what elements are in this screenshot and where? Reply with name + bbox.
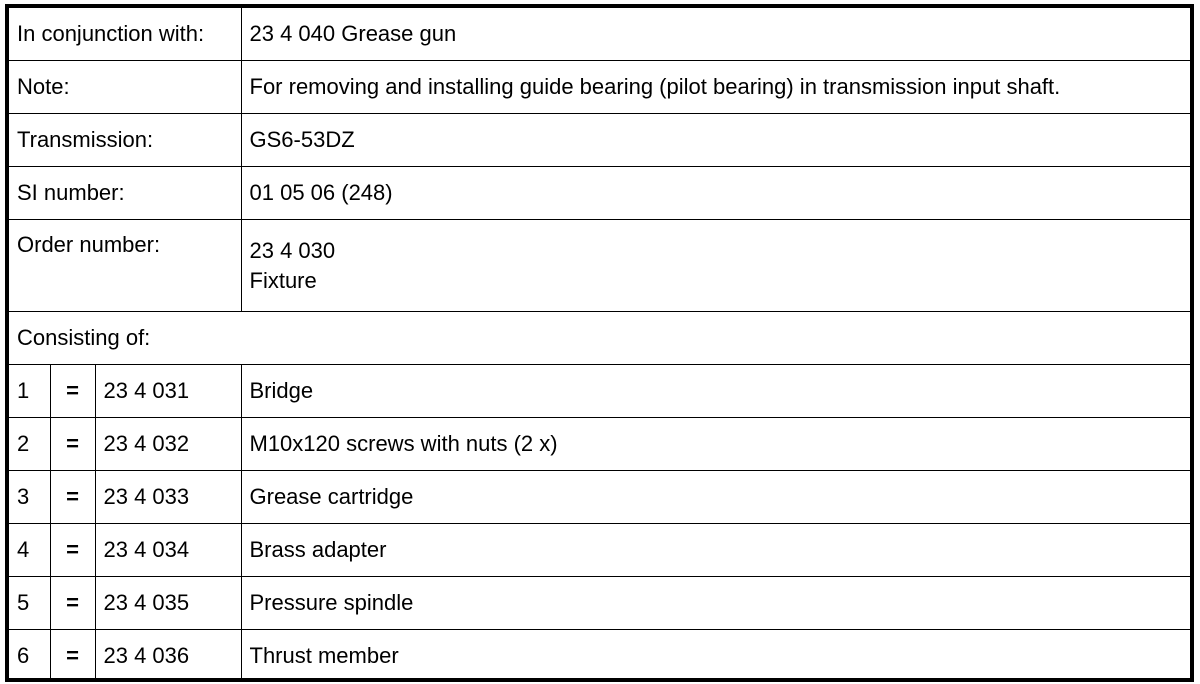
part-number: 23 4 031 <box>95 365 241 418</box>
field-label: Note: <box>9 61 241 114</box>
field-row-conjunction <box>9 8 1190 61</box>
part-equals: = <box>50 630 95 683</box>
special-tool-sheet <box>5 4 1194 682</box>
field-value: 23 4 040 Grease gun <box>241 8 1190 61</box>
field-row-note <box>9 61 1190 114</box>
part-row <box>9 418 1190 471</box>
part-index: 2 <box>9 418 50 471</box>
part-description: Thrust member <box>241 630 1190 683</box>
order-number-label: Order number: <box>9 220 241 312</box>
part-description: Grease cartridge <box>241 471 1190 524</box>
field-label: SI number: <box>9 167 241 220</box>
part-equals: = <box>50 524 95 577</box>
field-value: GS6-53DZ <box>241 114 1190 167</box>
special-tool-table <box>9 8 1190 682</box>
field-label: In conjunction with: <box>9 8 241 61</box>
field-row-order-number <box>9 220 1190 312</box>
part-index: 5 <box>9 577 50 630</box>
part-number: 23 4 036 <box>95 630 241 683</box>
part-row <box>9 630 1190 683</box>
part-number: 23 4 034 <box>95 524 241 577</box>
part-index: 6 <box>9 630 50 683</box>
part-equals: = <box>50 471 95 524</box>
part-equals: = <box>50 577 95 630</box>
part-number: 23 4 033 <box>95 471 241 524</box>
part-description: Bridge <box>241 365 1190 418</box>
field-value: 01 05 06 (248) <box>241 167 1190 220</box>
part-description: Pressure spindle <box>241 577 1190 630</box>
part-equals: = <box>50 365 95 418</box>
part-index: 1 <box>9 365 50 418</box>
consisting-of-label: Consisting of: <box>9 312 1190 365</box>
part-description: M10x120 screws with nuts (2 x) <box>241 418 1190 471</box>
field-row-transmission <box>9 114 1190 167</box>
part-index: 3 <box>9 471 50 524</box>
order-name: Fixture <box>249 267 317 293</box>
field-value: For removing and installing guide bearing (pilot bearing) in transmission input shaft. <box>241 61 1190 114</box>
order-number-value <box>241 220 1190 312</box>
field-label: Transmission: <box>9 114 241 167</box>
consisting-of-row <box>9 312 1190 365</box>
part-row <box>9 524 1190 577</box>
part-equals: = <box>50 418 95 471</box>
part-description: Brass adapter <box>241 524 1190 577</box>
part-row <box>9 471 1190 524</box>
part-number: 23 4 035 <box>95 577 241 630</box>
order-number: 23 4 030 <box>249 237 336 263</box>
field-row-si-number <box>9 167 1190 220</box>
part-row <box>9 577 1190 630</box>
part-number: 23 4 032 <box>95 418 241 471</box>
part-row <box>9 365 1190 418</box>
part-index: 4 <box>9 524 50 577</box>
